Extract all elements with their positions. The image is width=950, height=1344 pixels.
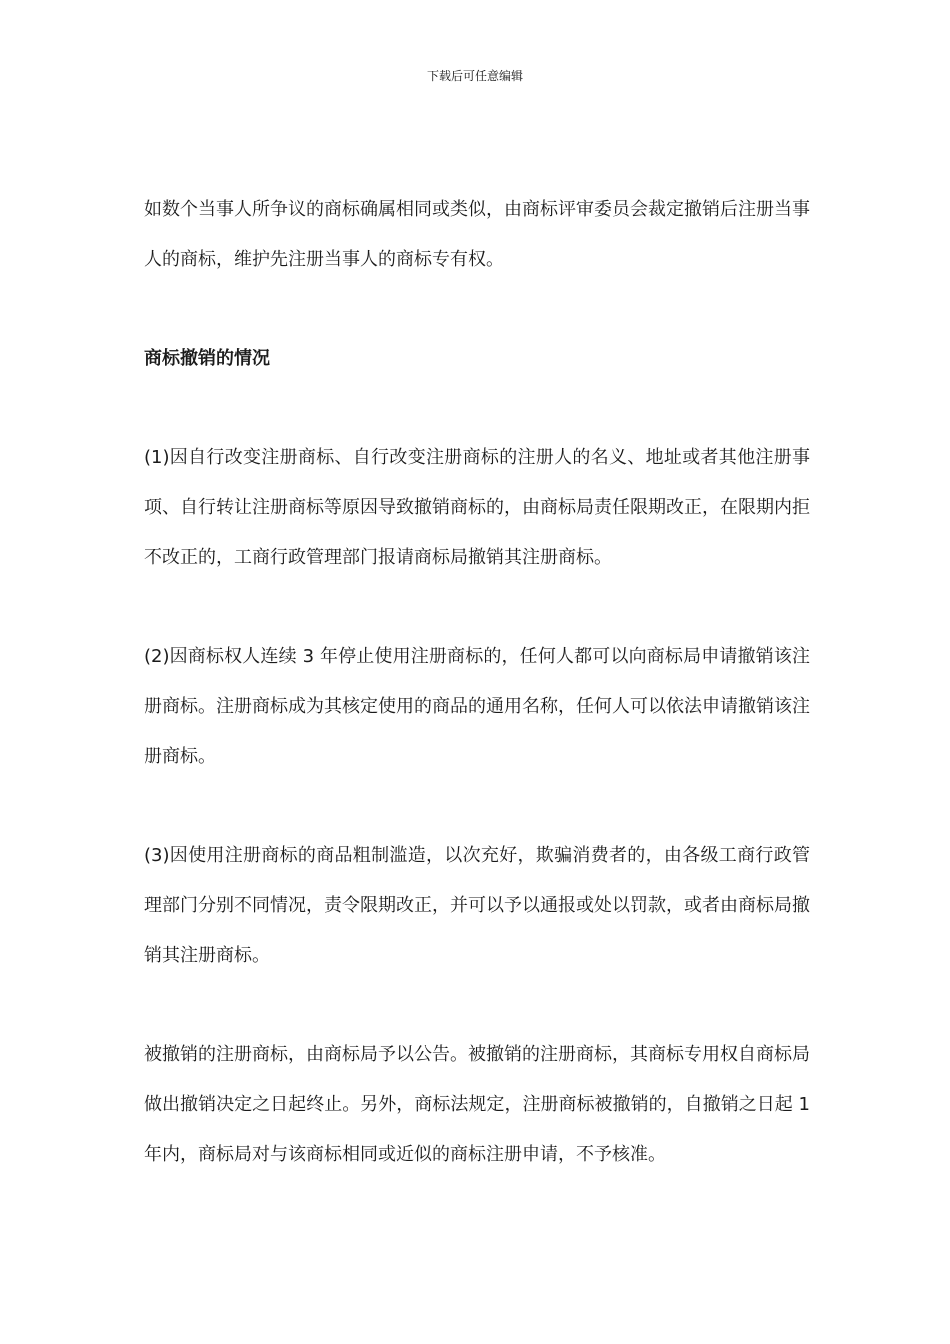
paragraph-gap — [144, 981, 810, 1030]
header-note: 下载后可任意编辑 — [426, 69, 523, 83]
item-1-paragraph: (1)因自行改变注册商标、自行改变注册商标的注册人的名义、地址或者其他注册事项、自行转让注册商标等原因导致撤销商标的，由商标局责任限期改正，在限期内拒不改正的，工商行政管理部门报请商标局撤销其注册商标。 — [144, 447, 810, 568]
document-body — [144, 185, 810, 1180]
paragraph-gap — [144, 285, 810, 334]
intro-paragraph: 如数个当事人所争议的商标确属相同或类似，由商标评审委员会裁定撤销后注册当事人的商标，维护先注册当事人的商标专有权。 — [144, 199, 810, 270]
item-2-paragraph: (2)因商标权人连续 3 年停止使用注册商标的，任何人都可以向商标局申请撤销该注册商标。注册商标成为其核定使用的商品的通用名称，任何人可以依法申请撤销该注册商标。 — [144, 646, 810, 767]
item-3-paragraph: (3)因使用注册商标的商品粗制滥造，以次充好，欺骗消费者的，由各级工商行政管理部门分别不同情况，责令限期改正，并可以予以通报或处以罚款，或者由商标局撤销其注册商标。 — [144, 845, 810, 966]
section-heading: 商标撤销的情况 — [144, 348, 270, 369]
paragraph-gap — [144, 583, 810, 632]
closing-paragraph: 被撤销的注册商标，由商标局予以公告。被撤销的注册商标，其商标专用权自商标局做出撤销决定之日起终止。另外，商标法规定，注册商标被撤销的，自撤销之日起 1 年内，商标局对与该商标相同或近似的商标注册申请，不予核准。 — [144, 1044, 810, 1165]
paragraph-gap — [144, 782, 810, 831]
paragraph-gap — [144, 384, 810, 433]
